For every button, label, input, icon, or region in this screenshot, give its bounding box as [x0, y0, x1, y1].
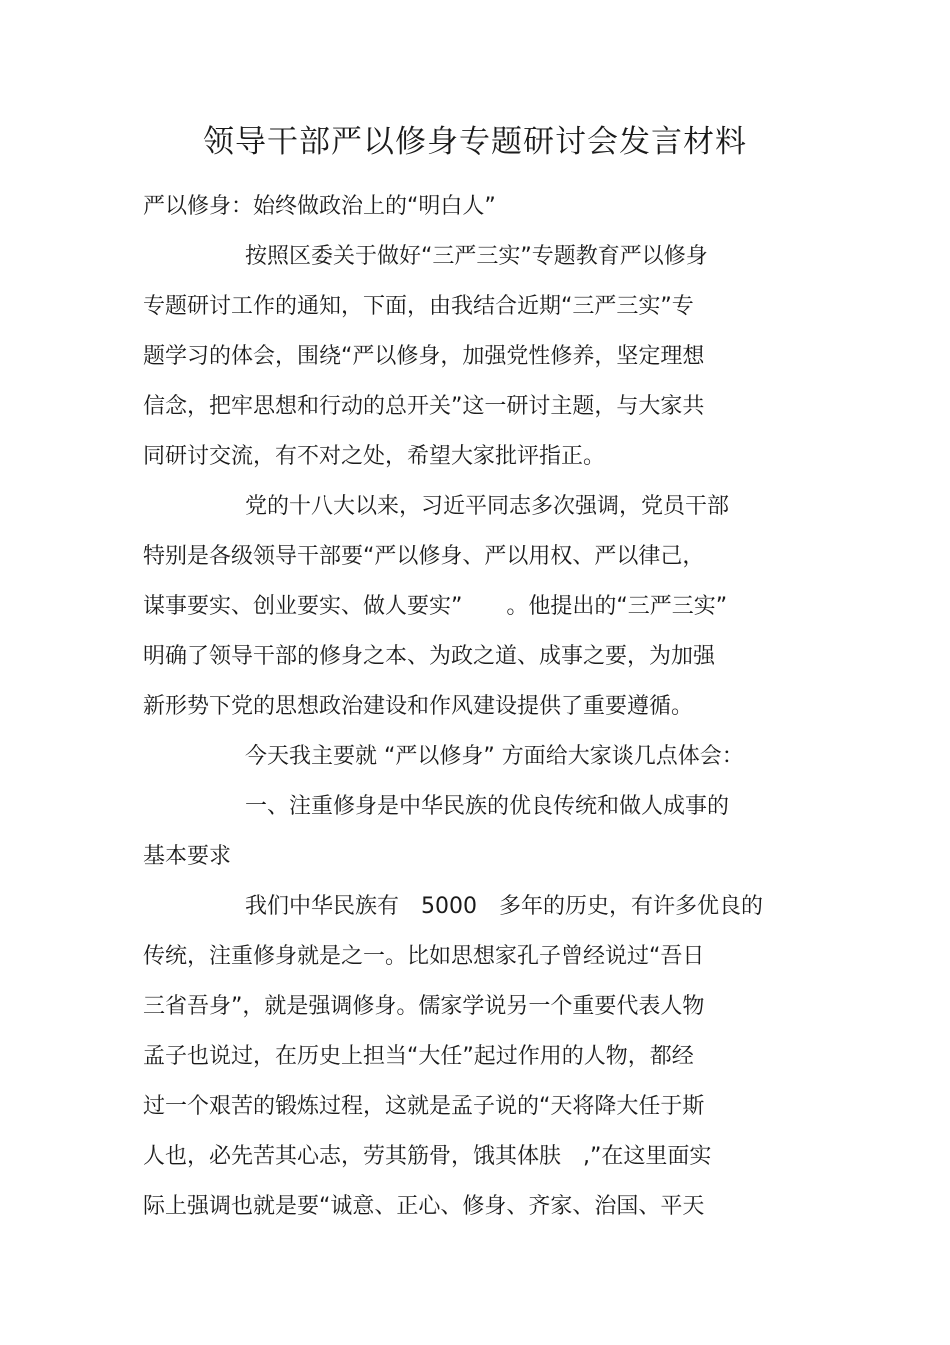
paragraph-line: 同研讨交流，有不对之处，希望大家批评指正。	[143, 444, 606, 469]
paragraph-line: 人也，必先苦其心志，劳其筋骨，饿其体肤 ,”在这里面实	[143, 1144, 712, 1169]
paragraph-line: 今天我主要就 “严以修身” 方面给大家谈几点体会：	[245, 744, 744, 769]
paragraph-line: 新形势下党的思想政治建设和作风建设提供了重要遵循。	[143, 694, 694, 719]
subtitle: 严以修身：始终做政治上的“明白人”	[143, 194, 496, 219]
paragraph-line: 题学习的体会，围绕“严以修身，加强党性修养，坚定理想	[143, 344, 705, 369]
paragraph-line: 传统，注重修身就是之一。比如思想家孔子曾经说过“吾日	[143, 944, 705, 969]
section-heading: 基本要求	[143, 844, 232, 869]
paragraph-line: 明确了领导干部的修身之本、为政之道、成事之要，为加强	[143, 644, 716, 669]
paragraph-line: 谋事要实、创业要实、做人要实” 。他提出的“三严三实”	[143, 594, 728, 619]
paragraph-line: 我们中华民族有 5000 多年的历史，有许多优良的	[245, 894, 763, 919]
page-title: 领导干部严以修身专题研讨会发言材料	[203, 124, 747, 160]
paragraph-line: 专题研讨工作的通知，下面，由我结合近期“三严三实”专	[143, 294, 694, 319]
paragraph-line: 过一个艰苦的锻炼过程，这就是孟子说的“天将降大任于斯	[143, 1094, 705, 1119]
paragraph-line: 特别是各级领导干部要“严以修身、严以用权、严以律己，	[143, 544, 705, 569]
paragraph-line: 孟子也说过，在历史上担当“大任”起过作用的人物，都经	[143, 1044, 694, 1069]
section-heading: 一、注重修身是中华民族的优良传统和做人成事的	[245, 794, 730, 819]
paragraph-line: 际上强调也就是要“诚意、正心、修身、齐家、治国、平天	[143, 1194, 705, 1219]
paragraph-line: 按照区委关于做好“三严三实”专题教育严以修身	[245, 244, 708, 269]
paragraph-line: 信念，把牢思想和行动的总开关”这一研讨主题，与大家共	[143, 394, 705, 419]
paragraph-line: 三省吾身”，就是强调修身。儒家学说另一个重要代表人物	[143, 994, 705, 1019]
paragraph-line: 党的十八大以来，习近平同志多次强调，党员干部	[245, 494, 730, 519]
